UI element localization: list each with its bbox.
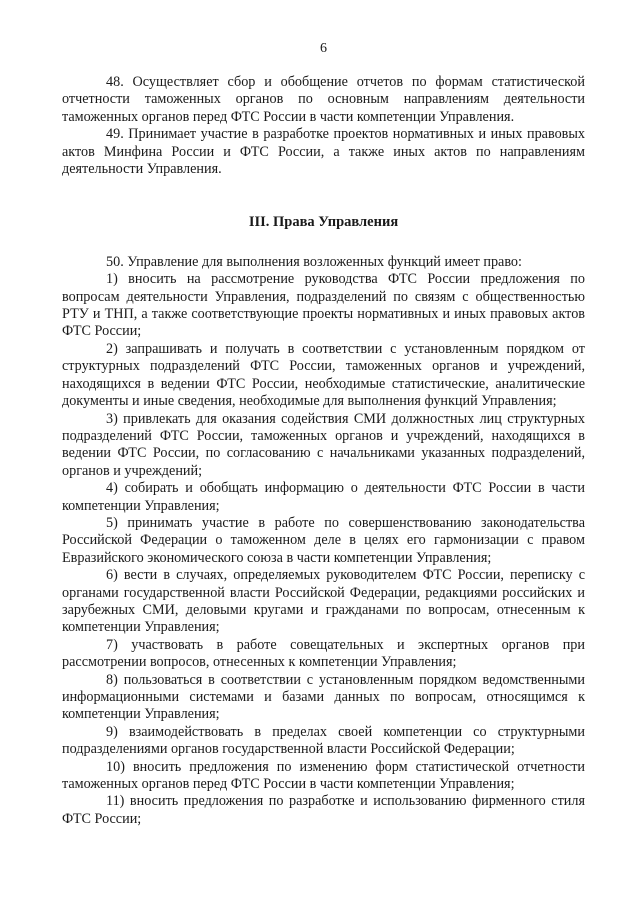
right-item-6: 6) вести в случаях, определяемых руководителем ФТС России, переписку с органами государственной власти Российской Федерации, редакциями российских и зарубежных СМИ, деловыми кругами и гражданами по вопросам, отнесенным к компетенции Управления; [62, 567, 585, 636]
paragraph-49: 49. Принимает участие в разработке проектов нормативных и иных правовых актов Минфина России и ФТС России, а также иных актов по направлениям деятельности Управления. [62, 126, 585, 178]
right-item-4: 4) собирать и обобщать информацию о деятельности ФТС России в части компетенции Управления; [62, 480, 585, 514]
right-item-11: 11) вносить предложения по разработке и использованию фирменного стиля ФТС России; [62, 793, 585, 827]
right-item-9: 9) взаимодействовать в пределах своей компетенции со структурными подразделениями органов государственной власти Российской Федерации; [62, 723, 585, 758]
right-item-5: 5) принимать участие в работе по совершенствованию законодательства Российской Федерации о таможенном деле в целях его гармонизации с правом Евразийского экономического союза в части компетенции Управления; [62, 514, 585, 566]
right-item-1: 1) вносить на рассмотрение руководства ФТС России предложения по вопросам деятельности Управления, подразделений по связям с общественностью РТУ и ТНП, а также соответствующие проекты нормативных и иных правовых актов ФТС России; [62, 271, 585, 340]
right-item-7: 7) участвовать в работе совещательных и экспертных органов при рассмотрении вопросов, отнесенных к компетенции Управления; [62, 636, 585, 671]
page-number: 6 [320, 41, 327, 56]
section-title: III. Права Управления [248, 214, 399, 231]
paragraph-48: 48. Осуществляет сбор и обобщение отчетов по формам статистической отчетности таможенных органов по основным направлениям деятельности таможенных органов перед ФТС России в части компетенции Управления. [62, 74, 585, 125]
right-item-3: 3) привлекать для оказания содействия СМИ должностных лиц структурных подразделений ФТС России, таможенных органов и учреждений, находящихся в ведении ФТС России, по согласованию с начальниками указанных подразделений, органов и учреждений; [62, 410, 585, 479]
right-item-10: 10) вносить предложения по изменению форм статистической отчетности таможенных органов перед ФТС России в части компетенции Управления; [62, 758, 585, 793]
right-item-8: 8) пользоваться в соответствии с установленным порядком ведомственными информационными системами и базами данных по вопросам, относящимся к компетенции Управления; [62, 671, 585, 723]
right-item-2: 2) запрашивать и получать в соответствии с установленным порядком от структурных подразделений ФТС России, таможенных органов и учреждений, находящихся в ведении ФТС России, необходимые статистические, аналитические документы и иные сведения, необходимые для выполнения функций Управления; [62, 340, 585, 410]
paragraph-50-intro: 50. Управление для выполнения возложенных функций имеет право: [106, 253, 522, 270]
